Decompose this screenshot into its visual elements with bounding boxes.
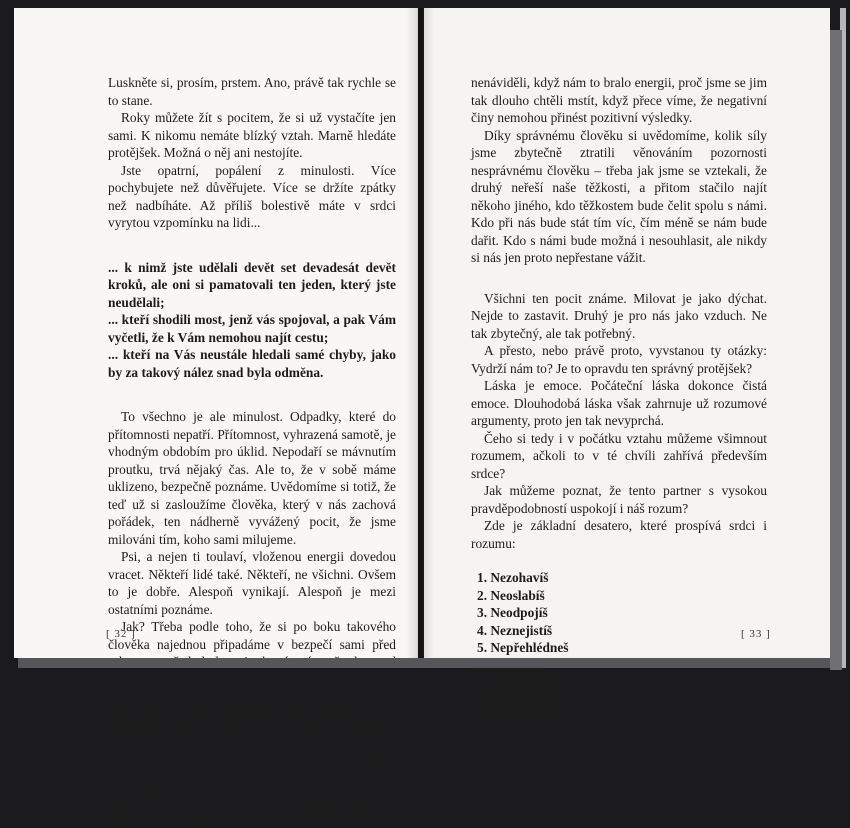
paragraph: nenáviděli, když nám to bralo energii, proč jsme se jim tak dlouho chtěli mstít, když přece víme, že negativní činy nemohou přinést pozitivní výsledky. <box>471 75 767 125</box>
paragraph: Roky můžete žít s pocitem, že si už vystačíte jen sami. K nikomu nemáte blízký vztah. Marně hledáte protějšek. Možná o něj ani nestojíte. <box>108 110 396 160</box>
paragraph: Láska je emoce. Počáteční láska dokonce čistá emoce. Dlouhodobá láska však zahrnuje už rozumové argumenty, proto jen tak nevyprchá. <box>471 378 767 428</box>
list-item: 7. Nepodmíníš <box>477 675 559 690</box>
paragraph: Jak můžeme poznat, že tento partner s vysokou pravděpodobností uspokojí i náš rozum? <box>471 483 767 516</box>
right-page-text <box>471 74 767 744</box>
list-item: 8. Nezpochybníš <box>477 692 571 708</box>
paragraph: Všichni ten pocit známe. Milovat je jako dýchat. Nejde to zastavit. Druhý je pro nás jako vzduch. Ne tak zbytečný, ale tak potřebný. <box>471 290 767 341</box>
list-item: 3. Neodpojíš <box>477 605 548 620</box>
quote-line: ... k nimž jste udělali devět set devadesát devět kroků, ale oni si pamatovali ten jeden, který jste neudělali; <box>108 259 396 310</box>
paragraph: Nebo podle toho, že nás takový člověk staví na nohy, když se nám samotným třesou kolena. Citelně vnímáme jeho pomoc – energii, podporu, sebevědomí. <box>108 689 396 757</box>
paragraph: Psi, a nejen ti toulaví, vloženou energii dovedou vracet. Někteří lidé také. Někteří, ne všichni. Ovšem to je dobře. Alespoň vynikají. Alespoň je mezi ostatními poznáme. <box>108 549 396 617</box>
list-item: 4. Neznejistíš <box>477 622 553 638</box>
paragraph: Zde je základní desatero, které prospívá srdci i rozumu: <box>471 518 767 551</box>
left-page <box>14 8 418 827</box>
right-page <box>424 8 830 743</box>
page-number: [ 32 ] <box>106 628 136 640</box>
paragraph: Nebo podle toho, že najednou se cítíme jako někdo jiný. Zpětně sami sobě nerozumíme – proč jsme se tolik času trápili pro lidi, kteří se netrápili pro nás, proč jsme je za to <box>108 759 396 827</box>
list-item: 1. Nezohavíš <box>477 570 549 585</box>
paragraph: Díky správnému člověku si uvědomíme, kolik síly jsme zbytečně ztratili věnováním pozornosti nesprávnému člověku – třeba jak jsme se vztekali, že druhý neřeší naše těžkosti, a přitom stačilo najít někoho jiného, kdo těžkostem bude čelit spolu s námi. Kdo při nás bude stát tím víc, čím méně se nám bude dařit. Kdo s námi bude možná i nesouhlasit, ale nikdy si nás jen proto nepřestane vážit. <box>471 127 767 265</box>
book-cover-edge <box>830 30 842 670</box>
bold-quote-block <box>108 259 396 382</box>
ten-commandments-list <box>471 569 767 744</box>
paragraph: Jste opatrní, popálení z minulosti. Více pochybujete než důvěřujete. Více se držíte zpátky než nadbíháte. Až příliš bolestivě máte v srdci vyrytou vzpomínku na lidi... <box>108 162 396 230</box>
paragraph: To všechno je ale minulost. Odpadky, které do přítomnosti nepatří. Přítomnost, vyhrazená samotě, je vhodným obdobím pro úklid. Nepodaří se mávnutím proutku, trvá nějaký čas. Ale to, že v sobě máme uklizeno, bezpečně poznáme. Uvědomíme si totiž, že teď už si zasloužíme člověka, který v nás zachová pořádek, ten nádherně vyvážený pocit, že jsme milováni tím, koho sami milujeme. <box>108 409 396 547</box>
book-gutter-shadow <box>406 8 434 658</box>
list-item: 5. Nepřehlédneš <box>477 640 569 655</box>
paragraph: Jak? Třeba podle toho, že si po boku takového člověka najednou připadáme v bezpečí sami před zraňovaly zevnitř. <box>108 619 396 687</box>
book-bottom-edge <box>18 658 830 668</box>
page-number: [ 33 ] <box>741 628 771 640</box>
quote-line: ... kteří shodili most, jenž vás spojoval, a pak Vám vyčetli, že k Vám nemohou najít cestu; <box>108 312 396 345</box>
list-item: 10. Nepolevíš <box>477 727 553 743</box>
paragraph: Luskněte si, prosím, prstem. Ano, právě tak rychle se to stane. <box>108 75 396 108</box>
list-item: 2. Neoslabíš <box>477 587 545 603</box>
paragraph: Čeho si tedy i v počátku vztahu můžeme všimnout rozumem, ačkoli to v té chvíli zahřívá především srdce? <box>471 430 767 481</box>
list-item: 9. Nerozmělníš <box>477 710 562 725</box>
paragraph: A přesto, nebo právě proto, vyvstanou ty otázky: Vydrží nám to? Je to opravdu ten správný protějšek? <box>471 343 767 376</box>
quote-line: ... kteří na Vás neustále hledali samé chyby, jako by za takový nález snad byla odměna. <box>108 347 396 380</box>
left-page-text <box>108 74 396 828</box>
